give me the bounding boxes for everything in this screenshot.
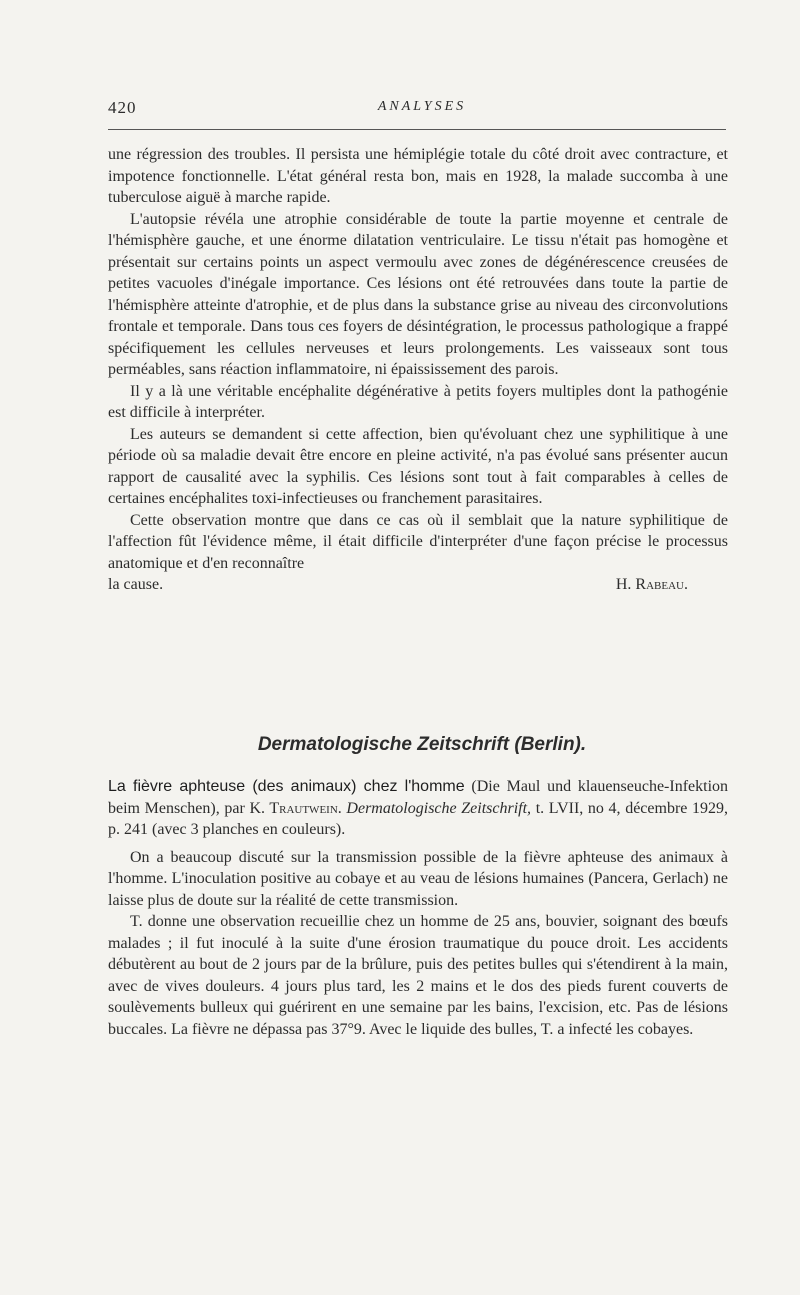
paragraph: Il y a là une véritable encéphalite dégénérative à petits foyers multiples dont la pathogénie est difficile à interpréter.	[108, 382, 728, 421]
closing-text: la cause.	[108, 576, 164, 593]
article-body	[108, 847, 728, 1041]
article-author: K. Trautwein.	[249, 799, 342, 817]
article-title: La fièvre aphteuse (des animaux) chez l'homme	[108, 778, 465, 795]
author-signature: H. Rabeau.	[615, 576, 688, 593]
page-header	[108, 98, 736, 124]
paragraph: T. donne une observation recueillie chez un homme de 25 ans, bouvier, soignant des bœufs malades ; il fut inoculé à la suite d'une érosion traumatique du pouce droit. Les accidents débutèrent au bout de 2 jours par de la brûlure, puis des petites bulles qui s'étendirent à la main, avec de vives douleurs. 4 jours plus tard, les 2 mains et le dos des pieds furent couverts de soulèvements bulleux qui guérirent en une semaine par les bains, l'excision, etc. Pas de lésions buccales. La fièvre ne dépassa pas 37°9. Avec le liquide des bulles, T. a infecté les cobayes.	[108, 913, 728, 1038]
paragraph: Les auteurs se demandent si cette affection, bien qu'évoluant chez une syphilitique à une période où sa maladie devait être encore en pleine activité, n'a pas évolué sans présenter aucun rapport de causalité avec la syphilis. Ces lésions sont tout à fait comparables à celles de certaines encéphalites toxi-infectieuses ou franchement parasitaires.	[108, 425, 728, 507]
paragraph: L'autopsie révéla une atrophie considérable de toute la partie moyenne et centrale de l'hémisphère gauche, et une énorme dilatation ventriculaire. Le tissu n'était pas homogène et présentait sur certains points un aspect vermoulu avec zones de dégénérescence creusées de petites vacuoles d'inégale importance. Ces lésions ont été retrouvées dans toute la partie de l'hémisphère atteinte d'atrophie, et de plus dans la substance grise au niveau des circonvolutions frontale et temporale. Dans tous ces foyers de désintégration, le processus pathologique a frappé spécifiquement les cellules nerveuses et leurs prolongements. Les vaisseaux sont tous perméables, sans réaction inflammatoire, ni épaississement des parois.	[108, 210, 728, 378]
paragraph: une régression des troubles. Il persista une hémiplégie totale du côté droit avec contracture, et impotence fonctionnelle. L'état général resta bon, mais en 1928, la malade succomba à une tuberculose aiguë à marche rapide.	[108, 146, 728, 206]
article-details: t. LVII, no 4, décembre 1929, p. 241 (avec 3 planches en couleurs).	[108, 799, 729, 838]
previous-article	[108, 144, 728, 596]
article-journal: Dermatologische Zeitschrift,	[346, 799, 532, 817]
paragraph: On a beaucoup discuté sur la transmission possible de la fièvre aphteuse des animaux à l'homme. L'inoculation positive au cobaye et au veau de lésions humaines (Pancera, Gerlach) ne laisse plus de doute sur la réalité de cette transmission.	[108, 848, 728, 909]
page-number: 420	[108, 98, 137, 117]
journal-heading: Dermatologische Zeitschrift (Berlin).	[257, 734, 587, 755]
article	[108, 776, 728, 1040]
closing-line	[108, 574, 728, 596]
running-title: ANALYSES	[377, 99, 467, 114]
paragraph: Cette observation montre que dans ce cas où il semblait que la nature syphilitique de l'affection fût l'évidence même, il était difficile d'interpréter d'une façon précise le processus anatomique et d'en reconnaître	[108, 511, 728, 572]
article-original-title: (Die Maul und klauenseuche-Infektion beim Menschen), par	[108, 778, 729, 817]
article-reference	[108, 776, 728, 841]
header-rule	[108, 129, 726, 130]
